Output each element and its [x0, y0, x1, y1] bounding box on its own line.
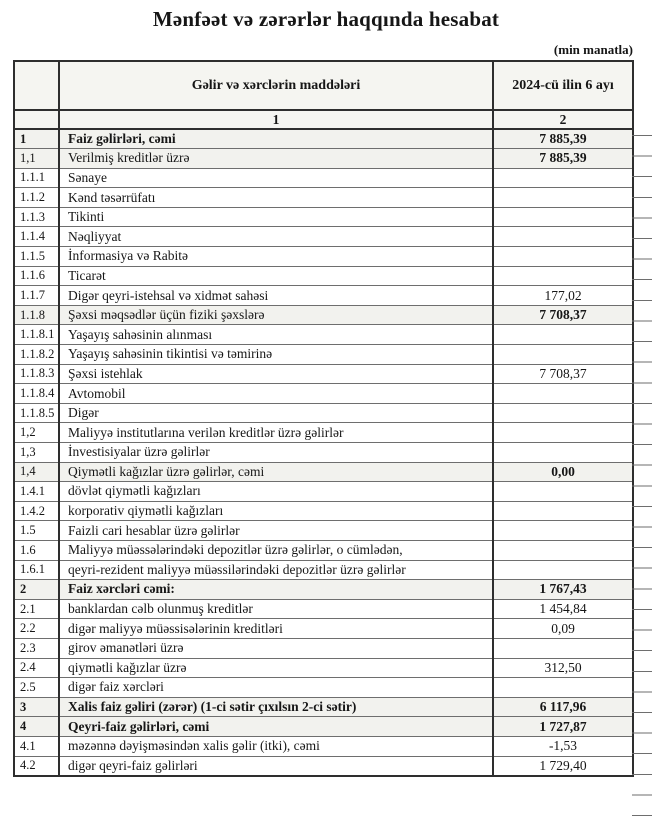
table-row	[14, 521, 633, 541]
table-row	[14, 501, 633, 521]
row-number-cell: 1.1.4	[14, 227, 59, 247]
row-number-cell: 1,3	[14, 443, 59, 463]
row-value-cell: 7 885,39	[493, 149, 633, 169]
row-value-cell	[493, 384, 633, 404]
row-number-cell: 1.1.2	[14, 188, 59, 208]
table-row	[14, 149, 633, 169]
table-row	[14, 599, 633, 619]
column-header-items: Gəlir və xərclərin maddələri	[59, 61, 493, 110]
row-value-cell	[493, 345, 633, 365]
row-value-cell: 1 729,40	[493, 756, 633, 776]
row-number-cell: 2	[14, 580, 59, 600]
row-number-cell: 1	[14, 129, 59, 149]
row-number-cell: 1.1.8.1	[14, 325, 59, 345]
row-label-cell: digər qeyri-faiz gəlirləri	[59, 756, 493, 776]
row-label-cell: Avtomobil	[59, 384, 493, 404]
table-row	[14, 560, 633, 580]
row-value-cell	[493, 207, 633, 227]
row-number-cell: 1,2	[14, 423, 59, 443]
row-value-cell	[493, 325, 633, 345]
table-row	[14, 540, 633, 560]
table-row	[14, 345, 633, 365]
row-label-cell: qiymətli kağızlar üzrə	[59, 658, 493, 678]
row-number-cell: 2.4	[14, 658, 59, 678]
row-value-cell	[493, 423, 633, 443]
row-label-cell: Şəxsi məqsədlər üçün fiziki şəxslərə	[59, 305, 493, 325]
row-number-cell: 1.1.6	[14, 266, 59, 286]
row-number-cell: 1.1.3	[14, 207, 59, 227]
row-label-cell: Qiymətli kağızlar üzrə gəlirlər, cəmi	[59, 462, 493, 482]
table-row	[14, 658, 633, 678]
row-value-cell	[493, 247, 633, 267]
row-value-cell: 312,50	[493, 658, 633, 678]
row-number-cell: 1,1	[14, 149, 59, 169]
row-value-cell	[493, 521, 633, 541]
row-label-cell: Digər qeyri-istehsal və xidmət sahəsi	[59, 286, 493, 306]
row-value-cell: 0,09	[493, 619, 633, 639]
row-number-cell: 1.6	[14, 540, 59, 560]
row-value-cell	[493, 403, 633, 423]
row-label-cell: Digər	[59, 403, 493, 423]
table-row	[14, 756, 633, 776]
row-label-cell: Ticarət	[59, 266, 493, 286]
row-label-cell: Faiz xərcləri cəmi:	[59, 580, 493, 600]
row-number-cell: 1.1.8.4	[14, 384, 59, 404]
row-label-cell: Tikinti	[59, 207, 493, 227]
table-row	[14, 482, 633, 502]
unit-note: (min manatla)	[553, 42, 633, 57]
table-row	[14, 443, 633, 463]
report-table-head	[14, 61, 633, 129]
row-number-cell: 2.3	[14, 638, 59, 658]
row-value-cell: 1 454,84	[493, 599, 633, 619]
table-row	[14, 423, 633, 443]
row-number-cell: 1.1.1	[14, 168, 59, 188]
row-number-cell: 4	[14, 717, 59, 737]
row-number-cell: 4.2	[14, 756, 59, 776]
subheader-col1-cell: 1	[59, 110, 493, 129]
row-value-cell: 177,02	[493, 286, 633, 306]
row-label-cell: Faizli cari hesablar üzrə gəlirlər	[59, 521, 493, 541]
row-label-cell: Yaşayış sahəsinin alınması	[59, 325, 493, 345]
row-label-cell: Sənaye	[59, 168, 493, 188]
column-header-period: 2024-cü ilin 6 ayı	[493, 61, 633, 110]
table-row	[14, 305, 633, 325]
row-number-cell: 2.1	[14, 599, 59, 619]
row-value-cell	[493, 168, 633, 188]
row-label-cell: Nəqliyyat	[59, 227, 493, 247]
column-header-empty	[14, 61, 59, 110]
row-number-cell: 1.4.2	[14, 501, 59, 521]
row-number-cell: 1.4.1	[14, 482, 59, 502]
row-label-cell: İnvestisiyalar üzrə gəlirlər	[59, 443, 493, 463]
row-value-cell: 7 885,39	[493, 129, 633, 149]
row-number-cell: 3	[14, 697, 59, 717]
table-row	[14, 678, 633, 698]
row-label-cell: qeyri-rezident maliyyə müəssilərindəki depozitlər üzrə gəlirlər	[59, 560, 493, 580]
row-value-cell	[493, 638, 633, 658]
table-row	[14, 580, 633, 600]
row-label-cell: Faiz gəlirləri, cəmi	[59, 129, 493, 149]
row-value-cell: 7 708,37	[493, 364, 633, 384]
row-number-cell: 1.1.8.5	[14, 403, 59, 423]
row-number-cell: 1.1.8.3	[14, 364, 59, 384]
table-row	[14, 384, 633, 404]
row-label-cell: digər faiz xərcləri	[59, 678, 493, 698]
row-label-cell: dövlət qiymətli kağızları	[59, 482, 493, 502]
row-number-cell: 4.1	[14, 736, 59, 756]
scan-line-overshoot-artifact	[632, 135, 652, 817]
row-label-cell: girov əmanətləri üzrə	[59, 638, 493, 658]
row-value-cell	[493, 501, 633, 521]
row-number-cell: 1.5	[14, 521, 59, 541]
row-value-cell	[493, 560, 633, 580]
row-number-cell: 2.2	[14, 619, 59, 639]
table-subheader-row	[14, 110, 633, 129]
row-value-cell: -1,53	[493, 736, 633, 756]
row-number-cell: 1.1.7	[14, 286, 59, 306]
table-row	[14, 325, 633, 345]
row-value-cell	[493, 678, 633, 698]
table-row	[14, 619, 633, 639]
table-row	[14, 736, 633, 756]
row-value-cell: 6 117,96	[493, 697, 633, 717]
row-number-cell: 2.5	[14, 678, 59, 698]
table-row	[14, 462, 633, 482]
row-value-cell	[493, 540, 633, 560]
subheader-empty-cell	[14, 110, 59, 129]
table-row	[14, 227, 633, 247]
row-number-cell: 1,4	[14, 462, 59, 482]
row-label-cell: Qeyri-faiz gəlirləri, cəmi	[59, 717, 493, 737]
row-label-cell: digər maliyyə müəssisələrinin kreditləri	[59, 619, 493, 639]
row-label-cell: korporativ qiymətli kağızları	[59, 501, 493, 521]
page-title: Mənfəət və zərərlər haqqında hesabat	[152, 7, 500, 31]
table-row	[14, 697, 633, 717]
report-table-body	[14, 129, 633, 776]
row-label-cell: banklardan cəlb olunmuş kreditlər	[59, 599, 493, 619]
row-label-cell: Maliyyə institutlarına verilən kreditlər üzrə gəlirlər	[59, 423, 493, 443]
table-row	[14, 188, 633, 208]
row-number-cell: 1.1.8	[14, 305, 59, 325]
subheader-col2-cell: 2	[493, 110, 633, 129]
row-label-cell: Maliyyə müəssələrindəki depozitlər üzrə gəlirlər, o cümlədən,	[59, 540, 493, 560]
table-header-row	[14, 61, 633, 110]
row-value-cell	[493, 227, 633, 247]
table-row	[14, 207, 633, 227]
row-value-cell	[493, 188, 633, 208]
row-label-cell: Verilmiş kreditlər üzrə	[59, 149, 493, 169]
row-value-cell	[493, 482, 633, 502]
row-value-cell: 1 767,43	[493, 580, 633, 600]
table-row	[14, 717, 633, 737]
table-row	[14, 638, 633, 658]
report-table	[13, 60, 634, 777]
row-label-cell: Xalis faiz gəliri (zərər) (1-ci sətir çıxılsın 2-ci sətir)	[59, 697, 493, 717]
row-label-cell: İnformasiya və Rabitə	[59, 247, 493, 267]
row-number-cell: 1.1.5	[14, 247, 59, 267]
row-label-cell: Kənd təsərrüfatı	[59, 188, 493, 208]
table-row	[14, 266, 633, 286]
row-label-cell: məzənnə dəyişməsindən xalis gəlir (itki), cəmi	[59, 736, 493, 756]
row-number-cell: 1.1.8.2	[14, 345, 59, 365]
row-value-cell: 7 708,37	[493, 305, 633, 325]
row-value-cell	[493, 443, 633, 463]
report-table-wrap	[13, 60, 652, 777]
row-value-cell	[493, 266, 633, 286]
table-row	[14, 247, 633, 267]
table-row	[14, 129, 633, 149]
table-row	[14, 168, 633, 188]
table-row	[14, 286, 633, 306]
row-value-cell: 1 727,87	[493, 717, 633, 737]
row-number-cell: 1.6.1	[14, 560, 59, 580]
table-row	[14, 364, 633, 384]
row-value-cell: 0,00	[493, 462, 633, 482]
row-label-cell: Şəxsi istehlak	[59, 364, 493, 384]
row-label-cell: Yaşayış sahəsinin tikintisi və təmirinə	[59, 345, 493, 365]
table-row	[14, 403, 633, 423]
